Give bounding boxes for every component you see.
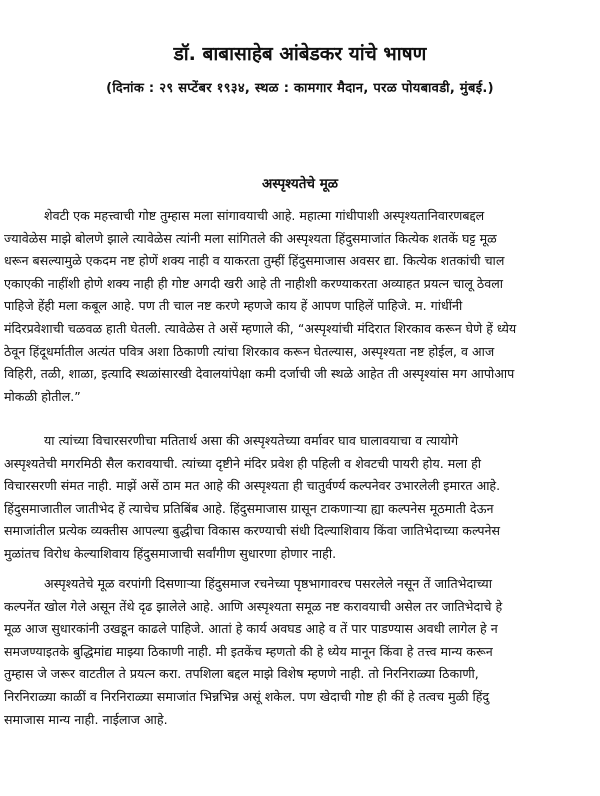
text-line: तुम्हास जे जरूर वाटतील ते प्रयत्न करा. तपशिला बद्दल माझे विशेष म्हणणे नाही. तो निरनिराळ्या ठिकाणी, xyxy=(4,666,479,682)
text-line: कल्पनेंत खोल गेले असून तेंथे दृढ झालेले आहे. आणि अस्पृश्यता समूळ नष्ट करावयाची असेल तर जातिभेदाचे हे xyxy=(4,598,503,614)
text-line: मूळ आज सुधारकांनी उखडून काढले पाहिजे. आतां हे कार्य अवघड आहे व तें पार पाडण्यास अवधी लागेल हे न xyxy=(4,621,498,637)
text-line: निरनिराळ्या काळीं व निरनिराळ्या समाजांत भिन्नभिन्न असूं शकेल. पण खेदाची गोष्ट ही कीं हे तत्वच मुळी हिंदु xyxy=(4,688,490,704)
text-line: एकाएकी नाहींशी होणे शक्य नाही ही गोष्ट अगदी खरी आहे ती नाहीशी करण्याकरता अव्याहत प्रयत्न चालू ठेवला xyxy=(4,275,504,291)
speech-dateline: (दिनांक : २९ सप्टेंबर १९३४, स्थळ : कामगार मैदान, परळ पोयबावडी, मुंबई.) xyxy=(106,81,494,96)
text-line: हिंदुसमाजातील जातीभेद हें त्याचेच प्रतिबिंब आहे. हिंदुसमाजास ग्रासून टाकणाऱ्या ह्या कल्पनेस मूठमाती देऊन xyxy=(4,500,494,516)
text-line: मंदिरप्रवेशाची चळवळ हाती घेतली. त्यावेळेस ते असें म्हणाले की, “अस्पृश्यांची मंदिरात शिरकाव करून घेणे हें ध्येय xyxy=(4,320,517,336)
paragraph-1 xyxy=(4,205,596,408)
text-line: मुळांतच विरोध केल्याशिवाय हिंदुसमाजाची सर्वांगीण सुधारणा होणार नाही. xyxy=(4,545,337,561)
text-line: विचारसरणी संमत नाही. माझें असें ठाम मत आहे की अस्पृश्यता ही चातुर्वर्ण्य कल्पनेवर उभारलेली इमारत आहे. xyxy=(4,478,501,494)
page-title: डॉ. बाबासाहेब आंबेडकर यांचे भाषण xyxy=(173,43,427,65)
text-line: धरून बसल्यामुळे एकदम नष्ट होणें शक्य नाही व याकरता तुम्हीं हिंदुसमाजास अवसर द्या. कित्येक शतकांची चाल xyxy=(4,253,505,269)
text-line: अस्पृश्यतेची मगरमिठी सैल करावयाची. त्यांच्या दृष्टीने मंदिर प्रवेश ही पहिली व शेवटची पायरी होय. मला ही xyxy=(4,455,482,471)
text-line: समजण्याइतके बुद्धिमांद्य माझ्या ठिकाणी नाही. मी इतकेंच म्हणतो की हे ध्येय मानून किंवा हे तत्त्व मान्य करून xyxy=(4,643,493,659)
section-heading: अस्पृश्यतेचे मूळ xyxy=(261,176,339,192)
paragraph-3 xyxy=(4,573,596,731)
text-line: विहिरी, तळी, शाळा, इत्यादि स्थळांसारखी देवालयांपेक्षा कमी दर्जाची जी स्थळे आहेत ती अस्पृश्यांस मग आपोआप xyxy=(4,366,515,382)
text-line: ज्यावेळेस माझे बोलणे झाले त्यावेळेस त्यांनी मला सांगितले की अस्पृश्यता हिंदुसमाजांत कित्येक शतकें घट्ट मूळ xyxy=(4,230,497,246)
text-line: समाजास मान्य नाही. नाईलाज आहे. xyxy=(4,711,168,727)
paragraph-2 xyxy=(4,430,596,566)
text-line: अस्पृश्यतेचे मूळ वरपांगी दिसणाऱ्या हिंदुसमाज रचनेच्या पृष्ठभागावरच पसरलेले नसून तें जातिभेदाच्या xyxy=(44,576,492,591)
text-line: समाजांतील प्रत्येक व्यक्तीस आपल्या बुद्धीचा विकास करण्याची संधी दिल्याशिवाय किंवा जातिभेदाच्या कल्पनेस xyxy=(4,523,501,539)
text-line: मोकळी होतील.” xyxy=(4,388,81,404)
text-line: या त्यांच्या विचारसरणीचा मतितार्थ असा की अस्पृश्यतेच्या वर्मावर घाव घालावयाचा व त्यायोगे xyxy=(44,433,459,448)
text-line: ठेवून हिंदूधर्मातील अत्यंत पवित्र अशा ठिकाणी त्यांचा शिरकाव करून घेतल्यास, अस्पृश्यता नष्ट होईल, व आज xyxy=(4,343,495,359)
text-line: पाहिजे हेंही मला कबूल आहे. पण ती चाल नष्ट करणे म्हणजे काय हें आपण पाहिलें पाहिजे. म. गांधींनी xyxy=(4,298,463,314)
text-line: शेवटी एक महत्त्वाची गोष्ट तुम्हास मला सांगावयाची आहे. महात्मा गांधीपाशी अस्पृश्यतानिवारणबद्दल xyxy=(44,208,485,223)
